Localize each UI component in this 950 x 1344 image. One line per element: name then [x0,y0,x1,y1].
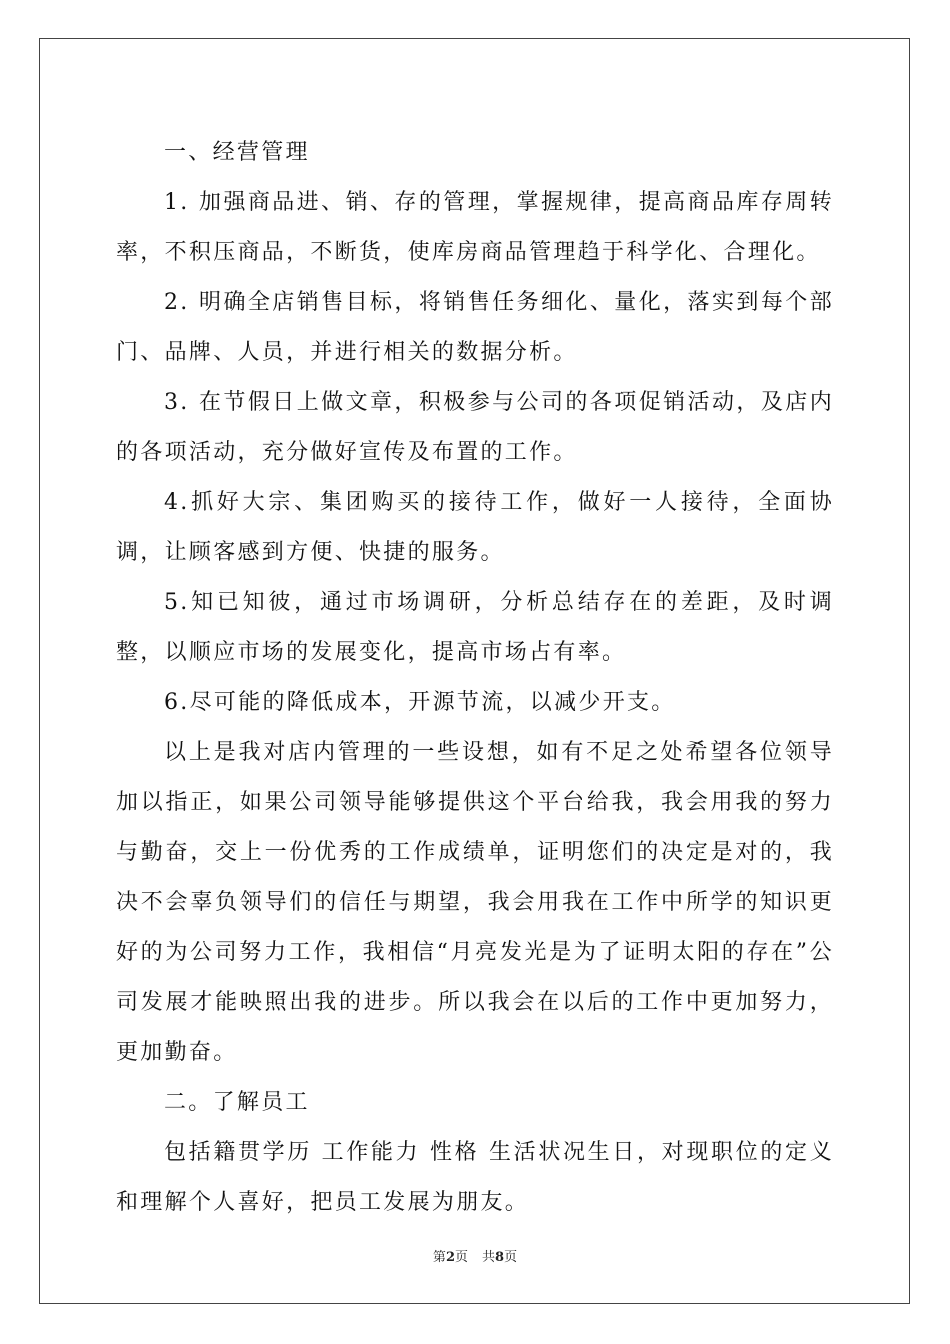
footer-total-suffix: 页 [504,1250,518,1265]
footer-total-prefix: 共 [482,1250,496,1265]
section-heading-staff: 二。了解员工 [164,1090,310,1115]
paragraph-item-1: 1. 加强商品进、销、存的管理，掌握规律，提高商品库存周转率，不积压商品，不断货，使库房商品管理趋于科学化、合理化。 [116,190,834,265]
page-footer [0,1246,950,1265]
paragraph-item-6: 6.尽可能的降低成本，开源节流，以减少开支。 [164,690,676,715]
footer-page-current: 2 [445,1250,455,1265]
footer-page-total: 8 [495,1250,505,1265]
paragraph-item-2: 2. 明确全店销售目标，将销售任务细化、量化，落实到每个部门、品牌、人员，并进行相关的数据分析。 [116,290,834,365]
footer-page-prefix: 第 [432,1250,446,1265]
paragraph-item-3: 3. 在节假日上做文章，积极参与公司的各项促销活动，及店内的各项活动，充分做好宣传及布置的工作。 [116,390,834,465]
document-body [116,128,834,1228]
footer-page-suffix: 页 [454,1250,468,1265]
paragraph-item-5: 5.知已知彼，通过市场调研，分析总结存在的差距，及时调整，以顺应市场的发展变化，提高市场占有率。 [116,590,834,665]
section-heading-management: 一、经营管理 [164,140,310,165]
paragraph-staff-details: 包括籍贯学历 工作能力 性格 生活状况生日，对现职位的定义和理解个人喜好，把员工发展为朋友。 [116,1140,834,1215]
paragraph-item-4: 4.抓好大宗、集团购买的接待工作，做好一人接待，全面协调，让顾客感到方便、快捷的服务。 [116,490,834,565]
paragraph-closing-statement: 以上是我对店内管理的一些设想，如有不足之处希望各位领导加以指正，如果公司领导能够提供这个平台给我，我会用我的努力与勤奋，交上一份优秀的工作成绩单，证明您们的决定是对的，我决不会辜负领导们的信任与期望，我会用我在工作中所学的知识更好的为公司努力工作，我相信“月亮发光是为了证明太阳的存在”公司发展才能映照出我的进步。所以我会在以后的工作中更加努力，更加勤奋。 [116,740,834,1065]
